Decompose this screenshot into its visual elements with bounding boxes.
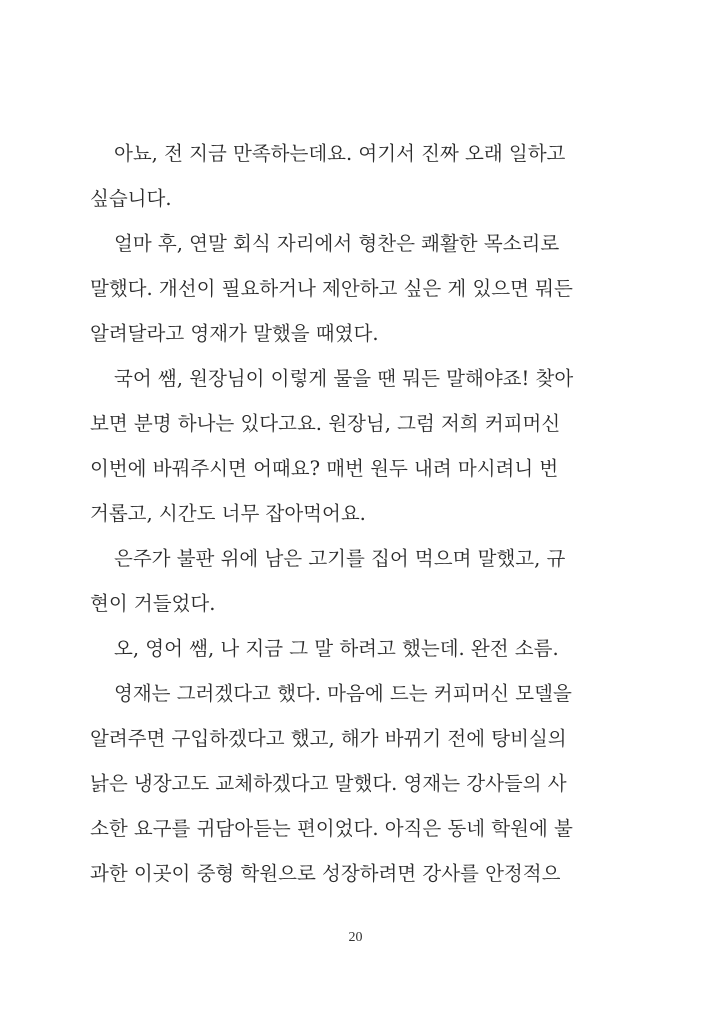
- text-line: 얼마 후, 연말 회식 자리에서 형찬은 쾌활한 목소리로: [114, 232, 560, 255]
- text-line: 알려달라고 영재가 말했을 때였다.: [90, 322, 379, 345]
- paragraph: [90, 626, 590, 671]
- text-line: 말했다. 개선이 필요하거나 제안하고 싶은 게 있으면 뭐든: [90, 277, 573, 300]
- text-line: 소한 요구를 귀담아듣는 편이었다. 아직은 동네 학원에 불: [90, 817, 573, 840]
- text-line: 싶습니다.: [90, 187, 172, 210]
- body-text: [90, 131, 590, 896]
- text-line: 현이 거들었다.: [90, 592, 216, 615]
- text-line: 이번에 바꿔주시면 어때요? 매번 원두 내려 마시려니 번: [90, 457, 559, 480]
- paragraph: [90, 221, 590, 356]
- page-number: 20: [348, 930, 363, 945]
- text-line: 은주가 불판 위에 남은 고기를 집어 먹으며 말했고, 규: [114, 547, 566, 570]
- text-line: 거롭고, 시간도 너무 잡아먹어요.: [90, 502, 366, 525]
- text-line: 보면 분명 하나는 있다고요. 원장님, 그럼 저희 커피머신: [90, 412, 561, 435]
- paragraph: [90, 356, 590, 536]
- text-line: 과한 이곳이 중형 학원으로 성장하려면 강사를 안정적으: [90, 862, 561, 885]
- text-line: 국어 쌤, 원장님이 이렇게 물을 땐 뭐든 말해야죠! 찾아: [114, 367, 574, 390]
- text-line: 알려주면 구입하겠다고 했고, 해가 바뀌기 전에 탕비실의: [90, 727, 567, 750]
- paragraph: [90, 131, 590, 221]
- text-line: 아뇨, 전 지금 만족하는데요. 여기서 진짜 오래 일하고: [114, 142, 566, 165]
- text-line: 오, 영어 쌤, 나 지금 그 말 하려고 했는데. 완전 소름.: [114, 637, 559, 660]
- paragraph: [90, 536, 590, 626]
- paragraph: [90, 671, 590, 896]
- text-line: 영재는 그러겠다고 했다. 마음에 드는 커피머신 모델을: [114, 682, 572, 705]
- text-line: 낡은 냉장고도 교체하겠다고 말했다. 영재는 강사들의 사: [90, 772, 567, 795]
